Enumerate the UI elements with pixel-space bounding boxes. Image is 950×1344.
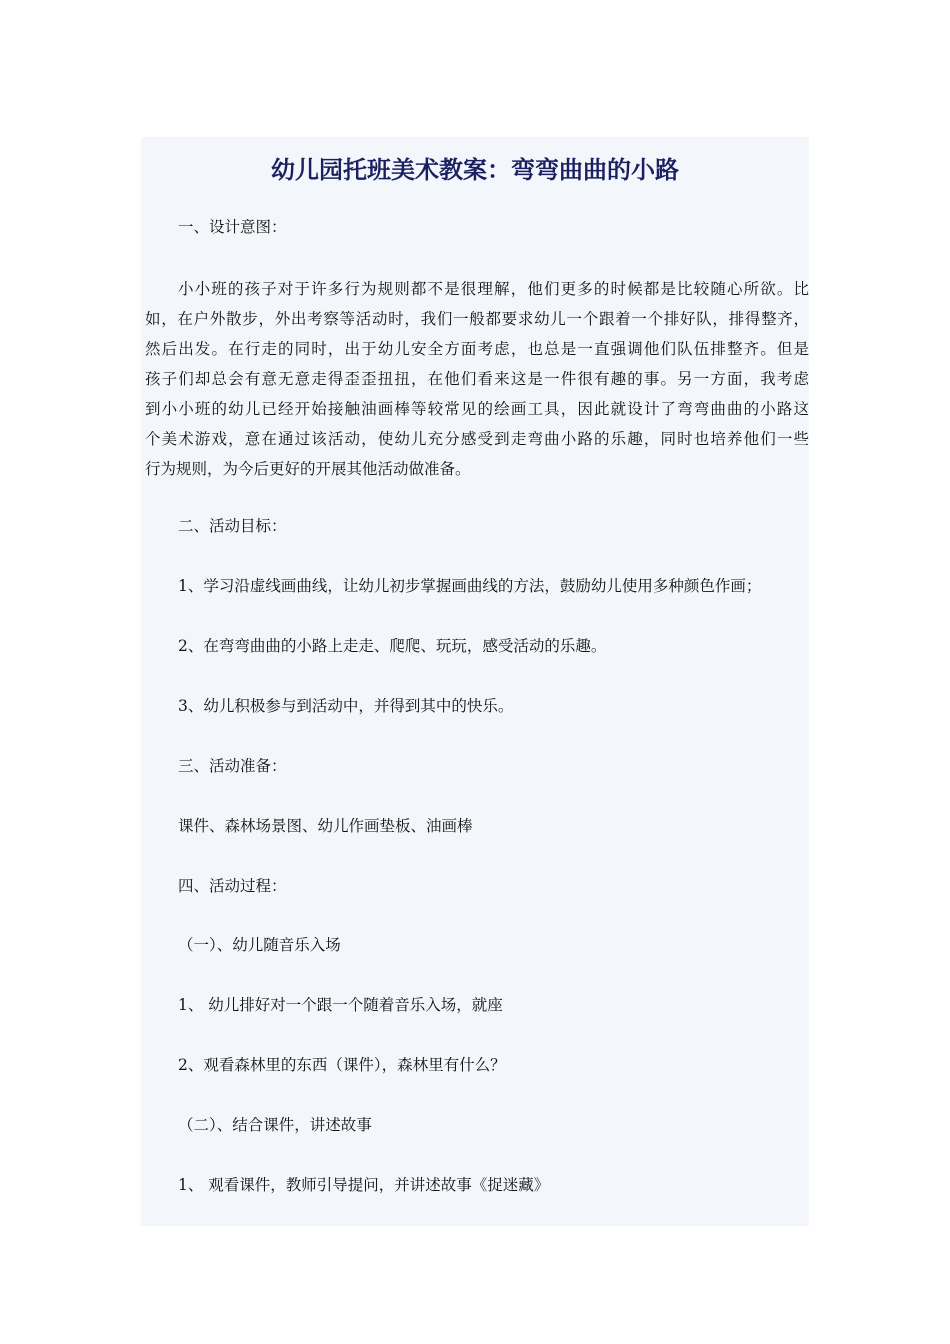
section-heading-process: 四、活动过程： (178, 877, 287, 895)
process-part-1-heading: （一）、幼儿随音乐入场 (178, 936, 341, 954)
paragraph-line: 孩子们却总会有意无意走得歪歪扭扭，在他们看来这是一件很有趣的事。另一方面，我考虑 (145, 370, 809, 388)
paragraph-line: 如，在户外散步，外出考察等活动时，我们一般都要求幼儿一个跟着一个排好队，排得整齐， (145, 310, 809, 328)
paragraph-line: 小小班的孩子对于许多行为规则都不是很理解，他们更多的时候都是比较随心所欲。比 (178, 280, 809, 298)
goal-item-1: 1、学习沿虚线画曲线，让幼儿初步掌握画曲线的方法，鼓励幼儿使用多种颜色作画； (178, 577, 762, 595)
process-part-1-item-2: 2、观看森林里的东西（课件），森林里有什么？ (178, 1056, 506, 1074)
design-intent-paragraph (145, 274, 809, 484)
process-part-2-heading: （二）、结合课件，讲述故事 (178, 1116, 372, 1134)
process-part-2-item-1: 1、 观看课件，教师引导提问，并讲述故事《捉迷藏》 (178, 1176, 550, 1194)
process-part-1-item-1: 1、 幼儿排好对一个跟一个随着音乐入场，就座 (178, 996, 503, 1014)
preparation-text: 课件、森林场景图、幼儿作画垫板、油画棒 (178, 817, 473, 835)
paragraph-line: 然后出发。在行走的同时，出于幼儿安全方面考虑，也总是一直强调他们队伍排整齐。但是 (145, 340, 809, 358)
goal-item-2: 2、在弯弯曲曲的小路上走走、爬爬、玩玩，感受活动的乐趣。 (178, 637, 607, 655)
section-heading-design-intent: 一、设计意图： (178, 218, 287, 236)
paragraph-line: 行为规则，为今后更好的开展其他活动做准备。 (145, 460, 471, 478)
section-heading-goals: 二、活动目标： (178, 517, 287, 535)
section-heading-preparation: 三、活动准备： (178, 757, 287, 775)
goal-item-3: 3、幼儿积极参与到活动中，并得到其中的快乐。 (178, 697, 514, 715)
paragraph-line: 到小小班的幼儿已经开始接触油画棒等较常见的绘画工具，因此就设计了弯弯曲曲的小路这 (145, 400, 809, 418)
page-title: 幼儿园托班美术教案：弯弯曲曲的小路 (271, 156, 679, 184)
paragraph-line: 个美术游戏，意在通过该活动，使幼儿充分感受到走弯曲小路的乐趣，同时也培养他们一些 (145, 430, 809, 448)
